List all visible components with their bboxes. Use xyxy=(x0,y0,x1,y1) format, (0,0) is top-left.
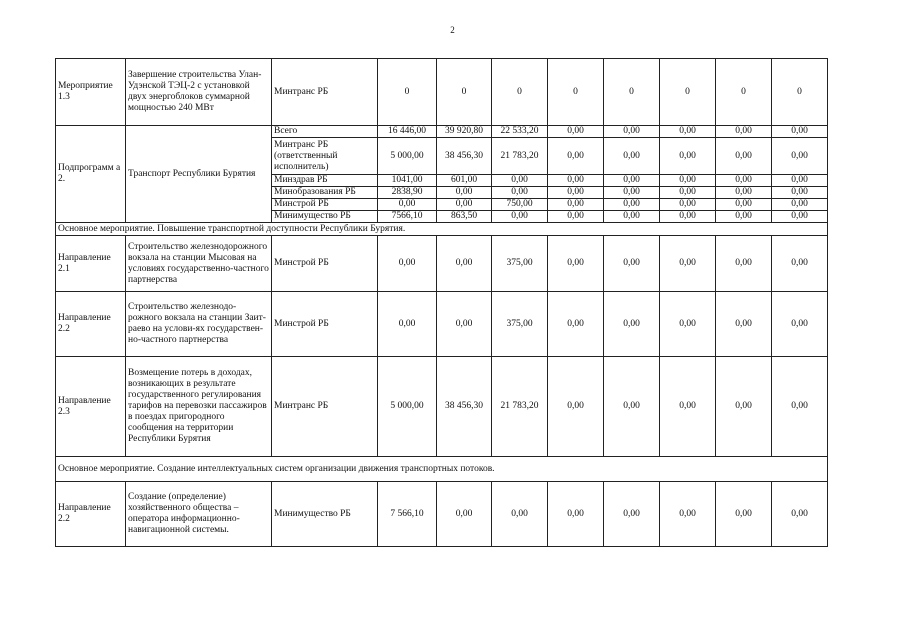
value-cell: 0,00 xyxy=(772,211,828,223)
value-cell: 0,00 xyxy=(772,482,828,547)
page-number: 2 xyxy=(450,25,455,35)
value-cell: 0,00 xyxy=(378,292,437,357)
value-cell: 0 xyxy=(716,59,772,126)
value-cell: 0,00 xyxy=(772,126,828,138)
row-name: Строительство железнодо-рожного вокзала на станции Заит-раево на услови-ях государствен-но-частного партнерства xyxy=(126,292,272,357)
table-row xyxy=(56,357,828,457)
row-executor: Минстрой РБ xyxy=(272,236,378,292)
value-cell: 0 xyxy=(772,59,828,126)
row-name: Создание (определение) хозяйственного общества – оператора информационно-навигационной системы. xyxy=(126,482,272,547)
value-cell: 0,00 xyxy=(660,357,716,457)
value-cell: 0,00 xyxy=(716,211,772,223)
row-executor: Минимущество РБ xyxy=(272,482,378,547)
value-cell: 0,00 xyxy=(548,211,604,223)
row-executor: Минстрой РБ xyxy=(272,292,378,357)
value-cell: 0,00 xyxy=(548,126,604,138)
value-cell: 0,00 xyxy=(716,482,772,547)
value-cell: 39 920,80 xyxy=(437,126,492,138)
value-cell: 601,00 xyxy=(437,175,492,187)
value-cell: 0,00 xyxy=(604,175,660,187)
value-cell: 0,00 xyxy=(772,357,828,457)
value-cell: 7566,10 xyxy=(378,211,437,223)
value-cell: 0,00 xyxy=(772,187,828,199)
row-name: Строительство железнодорожного вокзала на станции Мысовая на условиях государственно-частного партнерства xyxy=(126,236,272,292)
section-row xyxy=(56,223,828,236)
value-cell: 0,00 xyxy=(492,175,548,187)
value-cell: 0,00 xyxy=(492,211,548,223)
section-title: Основное мероприятие. Повышение транспортной доступности Республики Бурятия. xyxy=(56,223,828,236)
value-cell: 375,00 xyxy=(492,292,548,357)
value-cell: 0,00 xyxy=(716,175,772,187)
program-table xyxy=(55,58,828,547)
row-code: Направление 2.2 xyxy=(56,292,126,357)
value-cell: 0,00 xyxy=(548,199,604,211)
value-cell: 0,00 xyxy=(660,482,716,547)
value-cell: 2838,90 xyxy=(378,187,437,199)
value-cell: 0,00 xyxy=(660,199,716,211)
value-cell: 0,00 xyxy=(604,211,660,223)
value-cell: 5 000,00 xyxy=(378,138,437,175)
subprogram-name: Транспорт Республики Бурятия xyxy=(126,126,272,223)
value-cell: 0,00 xyxy=(604,482,660,547)
value-cell: 863,50 xyxy=(437,211,492,223)
value-cell: 0,00 xyxy=(716,292,772,357)
value-cell: 38 456,30 xyxy=(437,138,492,175)
subprogram-code: Подпрограмм а 2. xyxy=(56,126,126,223)
value-cell: 0,00 xyxy=(437,187,492,199)
value-cell: 0,00 xyxy=(604,138,660,175)
row-executor: Минимущество РБ xyxy=(272,211,378,223)
value-cell: 21 783,20 xyxy=(492,138,548,175)
value-cell: 0 xyxy=(437,59,492,126)
value-cell: 0,00 xyxy=(437,292,492,357)
table-row xyxy=(56,236,828,292)
value-cell: 22 533,20 xyxy=(492,126,548,138)
value-cell: 0,00 xyxy=(772,292,828,357)
row-executor: Всего xyxy=(272,126,378,138)
value-cell: 0 xyxy=(378,59,437,126)
table-row xyxy=(56,126,828,138)
table-row xyxy=(56,59,828,126)
value-cell: 0,00 xyxy=(716,138,772,175)
row-code: Направление 2.3 xyxy=(56,357,126,457)
value-cell: 0,00 xyxy=(660,211,716,223)
value-cell: 0,00 xyxy=(660,187,716,199)
value-cell: 0,00 xyxy=(772,236,828,292)
value-cell: 0,00 xyxy=(548,357,604,457)
value-cell: 0,00 xyxy=(716,187,772,199)
value-cell: 21 783,20 xyxy=(492,357,548,457)
value-cell: 0,00 xyxy=(548,236,604,292)
value-cell: 0 xyxy=(604,59,660,126)
row-code: Направление 2.1 xyxy=(56,236,126,292)
value-cell: 1041,00 xyxy=(378,175,437,187)
value-cell: 0 xyxy=(660,59,716,126)
value-cell: 0,00 xyxy=(548,482,604,547)
row-executor: Минстрой РБ xyxy=(272,199,378,211)
value-cell: 0,00 xyxy=(437,236,492,292)
value-cell: 0 xyxy=(548,59,604,126)
value-cell: 0,00 xyxy=(716,126,772,138)
section-row xyxy=(56,457,828,482)
value-cell: 0,00 xyxy=(548,187,604,199)
row-name: Завершение строительства Улан-Удэнской ТЭЦ-2 с установкой двух энергоблоков суммарной мощностью 240 МВт xyxy=(126,59,272,126)
row-name: Возмещение потерь в доходах, возникающих в результате государственного регулирования тарифов на перевозки пассажиров в поездах пригородного сообщения на территории Республики Бурятия xyxy=(126,357,272,457)
value-cell: 0,00 xyxy=(492,187,548,199)
row-executor: Минтранс РБ (ответственный исполнитель) xyxy=(272,138,378,175)
row-executor: Минздрав РБ xyxy=(272,175,378,187)
value-cell: 750,00 xyxy=(492,199,548,211)
row-executor: Минобразования РБ xyxy=(272,187,378,199)
value-cell: 0,00 xyxy=(604,292,660,357)
value-cell: 16 446,00 xyxy=(378,126,437,138)
value-cell: 0,00 xyxy=(437,482,492,547)
section-title: Основное мероприятие. Создание интеллектуальных систем организации движения транспортных потоков. xyxy=(56,457,828,482)
row-code: Мероприятие 1.3 xyxy=(56,59,126,126)
value-cell: 0,00 xyxy=(716,236,772,292)
value-cell: 7 566,10 xyxy=(378,482,437,547)
value-cell: 0,00 xyxy=(660,236,716,292)
value-cell: 0,00 xyxy=(716,357,772,457)
value-cell: 38 456,30 xyxy=(437,357,492,457)
value-cell: 0,00 xyxy=(772,199,828,211)
value-cell: 0,00 xyxy=(604,236,660,292)
value-cell: 5 000,00 xyxy=(378,357,437,457)
value-cell: 375,00 xyxy=(492,236,548,292)
value-cell: 0,00 xyxy=(378,199,437,211)
value-cell: 0,00 xyxy=(604,187,660,199)
value-cell: 0,00 xyxy=(548,175,604,187)
value-cell: 0,00 xyxy=(548,292,604,357)
value-cell: 0,00 xyxy=(716,199,772,211)
table-row xyxy=(56,482,828,547)
value-cell: 0,00 xyxy=(378,236,437,292)
value-cell: 0,00 xyxy=(492,482,548,547)
value-cell: 0,00 xyxy=(437,199,492,211)
value-cell: 0,00 xyxy=(548,138,604,175)
value-cell: 0,00 xyxy=(660,175,716,187)
value-cell: 0,00 xyxy=(604,199,660,211)
row-executor: Минтранс РБ xyxy=(272,59,378,126)
value-cell: 0,00 xyxy=(772,175,828,187)
value-cell: 0,00 xyxy=(772,138,828,175)
value-cell: 0,00 xyxy=(660,138,716,175)
value-cell: 0,00 xyxy=(660,126,716,138)
value-cell: 0,00 xyxy=(604,126,660,138)
row-code: Направление 2.2 xyxy=(56,482,126,547)
table-row xyxy=(56,292,828,357)
value-cell: 0 xyxy=(492,59,548,126)
row-executor: Минтранс РБ xyxy=(272,357,378,457)
value-cell: 0,00 xyxy=(660,292,716,357)
value-cell: 0,00 xyxy=(604,357,660,457)
